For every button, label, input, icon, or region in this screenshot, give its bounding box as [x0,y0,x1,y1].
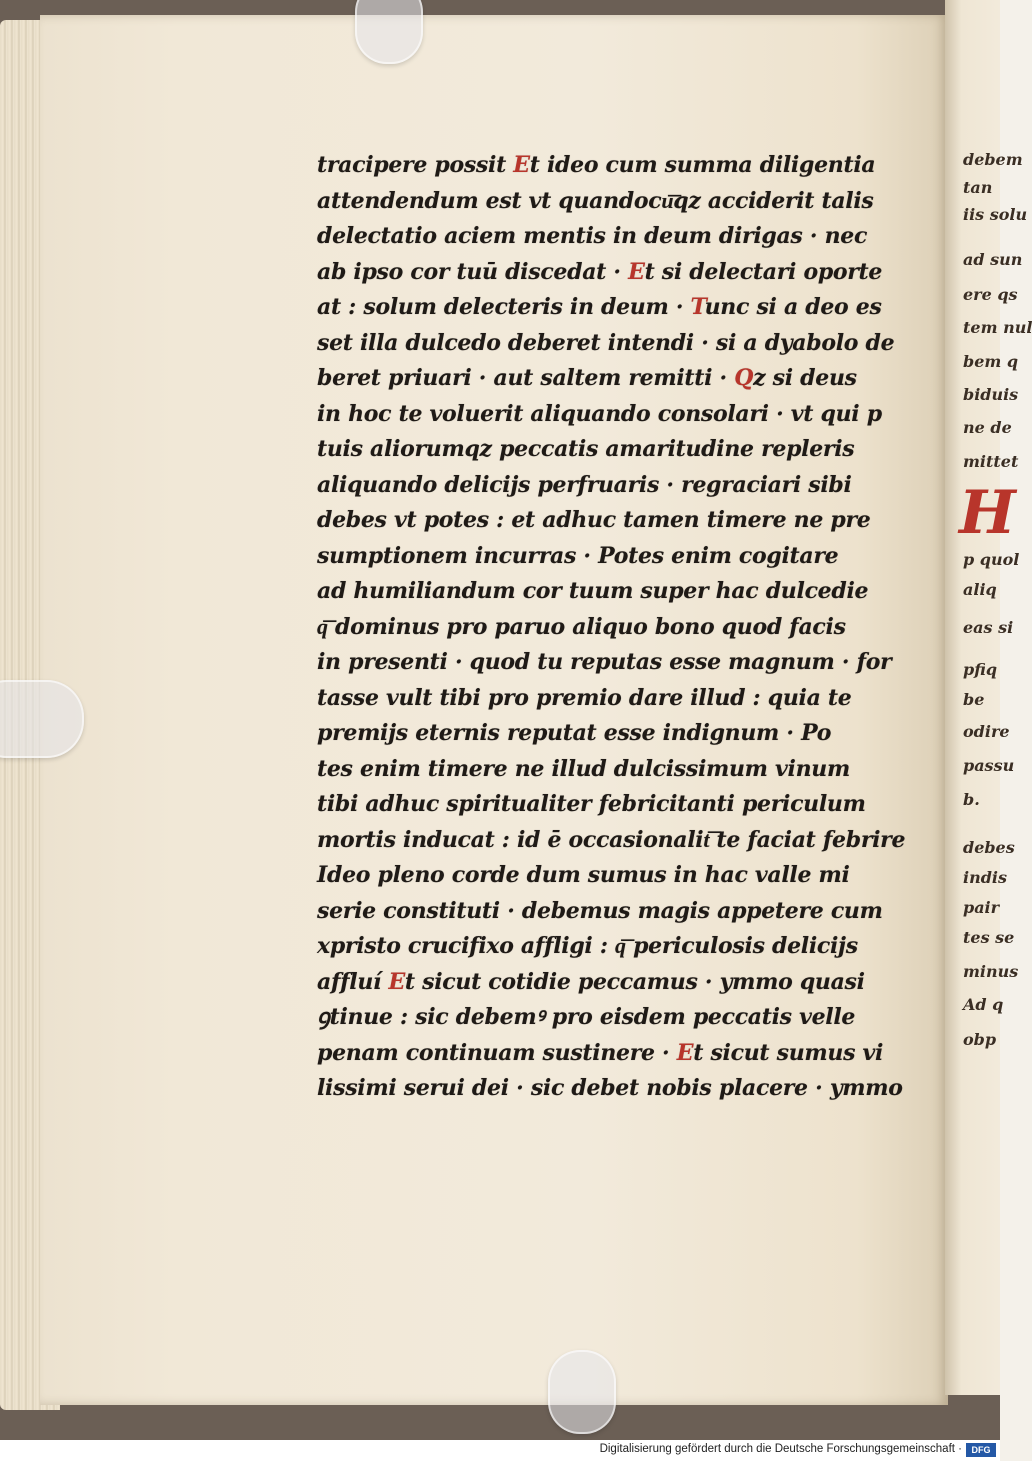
facing-page-fragment: odire [963,722,1010,741]
facing-page-fragment: Ad q [963,995,1004,1014]
facing-page-fragment: bem q [963,352,1019,371]
line-text: set illa dulcedo deberet intendi · si a dyabolo de [317,329,895,356]
line-text: sumptionem incurras · Potes enim cogitare [317,542,839,569]
line-text: lissimi serui dei · sic debet nobis placere · ymmo [317,1075,903,1101]
line-text: t sicut sumus vi [693,1039,884,1066]
facing-page-fragment: debes [963,838,1015,857]
text-line [317,397,882,433]
line-text: beret priuari · aut saltem remitti · [317,365,735,391]
line-text: delectatio aciem mentis in deum dirigas · nec [317,223,868,249]
text-line [317,468,857,504]
line-text: tasse vult tibi pro premio dare illud : quia te [317,684,852,711]
line-text: at : solum delecteris in deum · [317,294,691,320]
facing-page-fragment: debem [963,150,1023,169]
text-line [317,894,883,930]
facing-page-fragment: iis solu [963,205,1028,224]
line-text: serie constituti · debemus magis appetere cum [317,897,883,924]
text-line [317,184,874,220]
facing-page-fragment: tes se [963,928,1015,947]
line-text: z si deus [753,365,857,391]
page-clip-left [0,680,84,758]
line-text: in presenti · quod tu reputas esse magnum · for [317,649,892,675]
text-line [317,148,876,184]
text-line [317,361,857,397]
rubricated-initial: Q [734,365,754,391]
line-text: Ideo pleno corde dum sumus in hac valle mi [317,862,850,888]
rubricated-initial: T [690,294,705,320]
facing-page-fragment: mittet [963,452,1019,471]
line-text: debes vt potes : et adhuc tamen timere ne pre [317,507,871,533]
facing-page-fragment: passu [963,756,1015,775]
facing-page-fragment: pfiq [963,660,998,679]
line-text: affluí [317,968,389,995]
line-text: ꝯtinue : sic debemꝰ pro eisdem peccatis velle [317,1004,856,1030]
page-clip-bottom [548,1350,616,1434]
text-line [317,503,871,539]
text-line [317,539,857,575]
page-clip-top [355,0,423,64]
line-text: tracipere possit [317,152,514,178]
facing-page-fragment: tem nul [963,318,1032,337]
facing-page-fragment: tan [963,178,993,197]
rubricated-initial: E [628,258,645,285]
text-line [317,752,857,788]
facing-page-fragment: p quol [963,550,1020,569]
facing-page-fragment: aliq [963,580,997,599]
line-text: in hoc te voluerit aliquando consolari · vt qui p [317,400,882,427]
line-text: t sicut cotidie peccamus · ymmo quasi [404,968,865,995]
facing-page-fragment: ne de [963,418,1012,437]
line-text: premijs eternis reputat esse indignum · Po [317,720,832,746]
facing-page-fragment: b. [963,790,980,809]
text-line [317,1071,903,1107]
text-line [317,610,857,646]
footer-bar [0,1440,1000,1461]
text-line [317,787,866,823]
facing-page-fragment: indis [963,868,1007,887]
text-line [317,823,906,859]
line-text: tibi adhuc spiritualiter febricitanti periculum [317,791,866,817]
facing-page-fragment: H [959,478,1016,548]
text-line [317,1036,884,1072]
text-line [317,255,883,291]
line-text: mortis inducat : id ē occasionalit͞ te faciat febrire [317,826,906,853]
line-text: tuis aliorumqz peccatis amaritudine repleris [317,436,855,462]
text-line [317,574,869,610]
text-line [317,432,857,468]
facing-page-fragment: ad sun [963,250,1023,269]
facing-page-fragment: minus [963,962,1019,981]
dfg-logo: DFG [966,1443,996,1457]
line-text: ab ipso cor tuū discedat · [317,258,629,285]
facing-page-fragment: pair [963,898,1000,917]
line-text: t ideo cum summa diligentia [529,152,876,178]
funding-credit: Digitalisierung gefördert durch die Deutsche Forschungsgemeinschaft · [599,1443,962,1455]
text-line [317,219,868,255]
facing-page-fragment: biduis [963,385,1019,404]
text-line [317,716,857,752]
line-text: aliquando delicijs perfruaris · regraciari sibi [317,471,852,498]
line-text: attendendum est vt quandocu͞qz acciderit talis [317,187,874,214]
facing-page-fragment: obp [963,1030,997,1049]
line-text: q͞ dominus pro paruo aliquo bono quod facis [317,613,846,640]
text-line [317,858,857,894]
text-line [317,929,857,965]
facing-page [945,0,1032,1395]
text-column [317,148,906,1107]
facing-page-fragment: be [963,690,985,709]
facing-page-fragment: ere qs [963,285,1018,304]
text-line [317,681,857,717]
text-line [317,290,882,326]
line-text: penam continuam sustinere · [317,1039,677,1066]
text-line [317,326,895,362]
line-text: ad humiliandum cor tuum super hac dulcedie [317,578,869,604]
line-text: xpristo crucifixo affligi : q͞ periculosis delicijs [317,933,858,959]
text-line [317,1000,857,1036]
rubricated-initial: E [676,1039,694,1066]
text-line [317,965,865,1001]
line-text: unc si a deo es [704,294,882,320]
facing-page-fragment: eas si [963,618,1014,637]
rubricated-initial: E [388,968,405,995]
line-text: tes enim timere ne illud dulcissimum vinum [317,755,850,782]
text-line [317,645,892,681]
rubricated-initial: E [513,152,530,178]
line-text: t si delectari oporte [644,258,883,285]
